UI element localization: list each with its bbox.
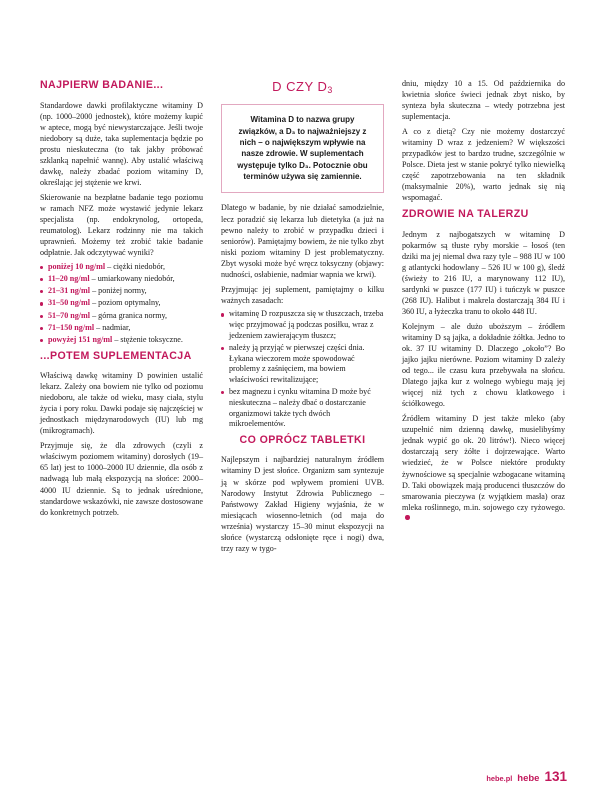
callout-title-main: D CZY D [272,79,328,94]
callout-text: Witamina D to nazwa grupy związków, a D₃ to najważniejszy z nich – o największym wpływie na nasze zdrowie. W suplementach występuje tylko D₃. Potocznie obu terminów używa się zamiennie. [237,115,368,182]
list-item [40,311,203,322]
list-item [221,387,384,430]
list-item [40,323,203,334]
list-item-range: 11–20 ng/ml [48,274,90,284]
section-title-najpierw-badanie: NAJPIERW BADANIE... [40,79,164,91]
supplementation-rules-list [221,309,384,429]
paragraph: Przyjmując jej suplement, pamiętajmy o kilku ważnych zasadach: [221,284,384,305]
column-2 [221,78,384,750]
list-item-range: 51–70 ng/ml [48,310,91,320]
list-item [221,309,384,341]
list-item [40,274,203,285]
paragraph: Właściwą dawkę witaminy D powinien ustalić lekarz. Zależy ona bowiem nie tylko od poziomu niedoboru, ale także od wieku, masy ciała, stylu życia i pory roku. Dawki podaje się najczęściej w jednostkach międzynarodowych (IU) lub mg (mikrogramach). [40,371,203,436]
paragraph: dniu, między 10 a 15. Od października do kwietnia słońce świeci jednak zbyt nisko, by synteza była skuteczna – wtedy potrzebna jest suplementacja. [402,79,565,122]
list-item-range: 21–31 ng/ml [48,286,91,296]
brand-logo: hebe [517,773,540,784]
list-item-text: – stężenie toksyczne. [112,334,183,344]
list-item [40,335,203,346]
paragraph: Przyjmuje się, że dla zdrowych (czyli z właściwym poziomem witaminy) dorosłych (19–65 lat) jest to 1000–2000 IU dziennie, dla osób z nadwagą lub małą ekspozycją na słońce: 2000–4000 IU dziennie. Są to jednak uśrednione, standardowe wskazówki, nie zawsze dostosowane do konkretnych potrzeb. [40,441,203,517]
paragraph: A co z dietą? Czy nie możemy dostarczyć witaminy D wraz z jedzeniem? W większości przypadków jest to bardzo trudne, szczególnie w Polsce. Dieta jest w stanie pokryć tylko niewielką część zapotrzebowania na ten składnik (maksymalnie 20%), warto jednak się nią wspomagać. [402,126,565,203]
list-item-text: – umiarkowany niedobór, [89,274,175,284]
paragraph: Standardowe dawki profilaktyczne witaminy D (np. 1000–2000 jednostek), które możemy kupić w aptece, mogą być niewystarczające. Jeśli twoje niedobory są duże, taka suplementacja będzie po prostu nieskuteczna (to tak jakby próbować szklanką napełnić wannę). Aby ustalić właściwą dawkę, należy zbadać poziom witaminy D, określając jej stężenie we krwi. [40,100,203,188]
list-item-text: – poziom optymalny, [90,298,161,308]
list-item [221,343,384,386]
list-item-text: bez magnezu i cynku witamina D może być nieskuteczna – należy dbać o dostarczanie organizmowi także tych dwóch mikroelementów. [229,387,371,429]
paragraph: Najlepszym i najbardziej naturalnym źródłem witaminy D jest słońce. Organizm sam syntezuje ją w skórze pod wpływem promieni UVB. Narodowy Instytut Zdrowia Publicznego – Państwowy Zakład Higieny wyjaśnia, że w miesiącach wiosenno-letnich (od maja do września) wystarczy 15–30 minut ekspozycji na słońce (wystarczą odsłonięte ręce i nogi) dwa, trzy razy w tygo- [221,455,384,553]
page-number: 131 [544,769,567,784]
section-title-co-oprocz-tabletki: CO OPRÓCZ TABLETKI [239,433,366,446]
list-item-text: – ciężki niedobór, [105,261,166,271]
list-item [40,298,203,309]
website-label: hebe.pl [486,774,513,783]
list-item [40,262,203,273]
list-item-text: należy ją przyjąć w pierwszej części dnia. Łykana wieczorem może spowodować problemy z zaśnięciem, ma bowiem właściwości rewitalizujące; [229,342,365,384]
list-item-text: – nadmiar, [94,322,131,332]
article-columns [40,78,567,750]
list-item-range: powyżej 151 ng/ml [48,334,113,344]
list-item-text: witaminę D rozpuszcza się w tłuszczach, trzeba więc przyjmować ją podczas posiłku, wraz z jedzeniem zawierającym tłuszcz; [229,309,384,340]
callout-title-subscript: 3 [327,85,333,96]
callout-title [221,78,384,96]
column-1 [40,78,203,750]
list-item [40,286,203,297]
paragraph: Dlatego w badanie, by nie działać samodzielnie, lecz poradzić się lekarza lub dietetyka (a już na pewno należy to zrobić w przypadku dzieci i seniorów). Pamiętajmy bowiem, że nie tylko zbyt niski poziom witaminy D jest problematyczny. Zbyt wysoki może być wręcz toksyczny (objawy: nudności, osłabienie, nadmiar wapnia we krwi). [221,203,384,279]
list-item-text: – górna granica normy, [90,310,168,320]
paragraph-final [402,413,565,524]
list-item-text: – poniżej normy, [90,286,147,296]
end-of-article-dot-icon [405,515,410,520]
column-3 [402,78,565,750]
blood-level-list [40,262,203,346]
section-title-potem-suplementacja: ...POTEM SUPLEMENTACJA [40,349,192,362]
list-item-range: 71–150 ng/ml [48,322,95,332]
list-item-range: poniżej 10 ng/ml [48,261,106,271]
page-footer [486,769,567,784]
section-title-zdrowie-na-talerzu: ZDROWIE NA TALERZU [402,208,529,221]
list-item-range: 31–50 ng/ml [48,298,91,308]
paragraph: Jednym z najbogatszych w witaminę D pokarmów są tłuste ryby morskie – łosoś (ten dziki ma jej niemal dwa razy tyle – 988 IU w 100 g atlantycki hodowlany – 526 IU w 100 g), śledź (świeży to 216 IU, a marynowany 112 IU), sardynki w puszce (177 IU) i tuńczyk w puszce (268 IU). Halibut i makrela dostarczają 384 IU i 360 IU, a łyżeczka tranu to około 448 IU. [402,229,565,317]
callout-box [221,104,384,193]
paragraph: Kolejnym – ale dużo uboższym – źródłem witaminy D są jajka, a dokładnie żółtka. Jedno to ok. 37 IU witaminy D. Dlaczego „około”? Bo jajko jajku nierówne. Poziom witaminy D zależy od tego... ile czasu kura przebywała na słońcu. Dlatego jajka kur z wolnego wybiegu mają jej więcej niż tych z chowu klatkowego i ściółkowego. [402,321,565,409]
paragraph: Skierowanie na bezpłatne badanie tego poziomu w ramach NFZ może wystawić jedynie lekarz specjalista (np. endokrynolog, ortopeda, reumatolog). Lekarz rodzinny nie ma takich uprawnień. Możemy też zrobić takie badanie odpłatnie. Jak odczytywać wyniki? [40,192,203,258]
paragraph-text: Źródłem witaminy D jest także mleko (aby uzupełnić nim dzienną dawkę, musielibyśmy jednak wypić go ok. 20 litrów!). Nieco więcej dostarczają sery żółte i dojrzewające. Warto wiedzieć, że w Polsce niektóre produkty żywnościowe są specjalnie wzbogacane witaminą D. Taki obowiązek mają producenci tłuszczów do smarowania pieczywa (z wyjątkiem masła) oraz mleka roślinnego, m.in. sojowego czy ryżowego. [402,414,565,512]
